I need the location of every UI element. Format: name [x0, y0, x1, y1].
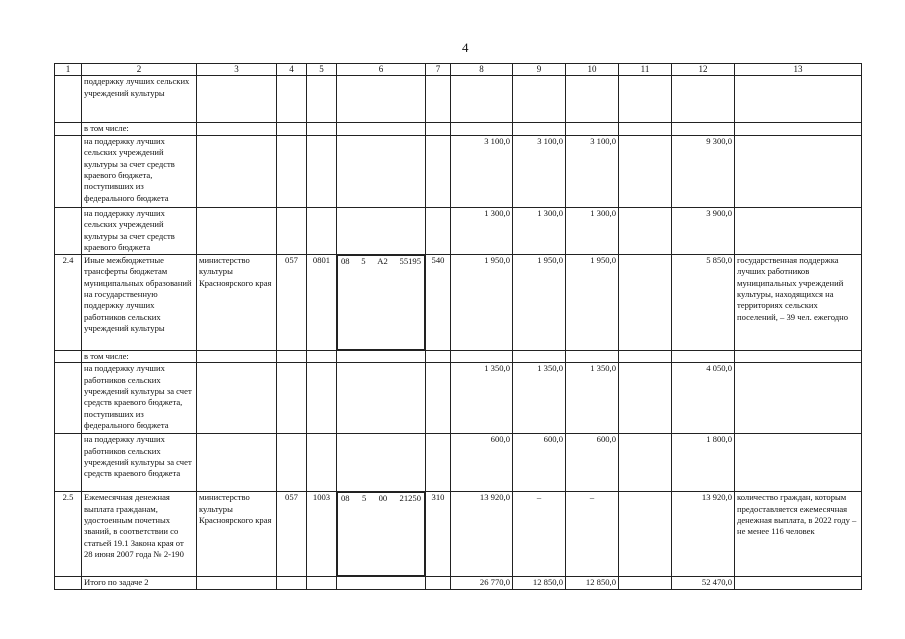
code-target-article — [337, 135, 426, 207]
expected-result — [735, 434, 862, 492]
code-expense-type — [426, 577, 451, 589]
column-number: 5 — [307, 64, 337, 76]
value-2022: 1 350,0 — [451, 363, 513, 434]
code-section — [307, 434, 337, 492]
column-number: 13 — [735, 64, 862, 76]
value-2023: 3 100,0 — [513, 135, 566, 207]
value-2025 — [619, 492, 672, 577]
row-name: Итого по задаче 2 — [82, 577, 197, 589]
expected-result — [735, 135, 862, 207]
column-number: 10 — [566, 64, 619, 76]
expected-result: государственная поддержка лучших работников муниципальных учреждений культуры, находящихся на территориях сельских поселений, – 39 чел. ежегодно — [735, 254, 862, 350]
value-2025 — [619, 363, 672, 434]
row-name: в том числе: — [82, 123, 197, 135]
code-ministry — [277, 363, 307, 434]
value-2023 — [513, 123, 566, 135]
administrator — [197, 123, 277, 135]
value-2025 — [619, 123, 672, 135]
value-2024: 3 100,0 — [566, 135, 619, 207]
value-2022 — [451, 123, 513, 135]
value-total: 13 920,0 — [672, 492, 735, 577]
row-name: Иные межбюджетные трансферты бюджетам муниципальных образований на государственную поддержку лучших работников сельских учреждений культуры — [82, 254, 197, 350]
value-total: 1 800,0 — [672, 434, 735, 492]
column-number: 12 — [672, 64, 735, 76]
value-2024: 1 350,0 — [566, 363, 619, 434]
code-ministry — [277, 123, 307, 135]
table-row — [55, 577, 862, 589]
administrator: министерство культуры Красноярского края — [197, 492, 277, 577]
code-expense-type: 310 — [426, 492, 451, 577]
value-total: 52 470,0 — [672, 577, 735, 589]
page-number: 4 — [462, 40, 469, 55]
code-part: 08 — [341, 255, 350, 266]
column-number: 7 — [426, 64, 451, 76]
value-2025 — [619, 254, 672, 350]
code-ministry: 057 — [277, 254, 307, 350]
code-target-article — [337, 363, 426, 434]
value-2023 — [513, 76, 566, 123]
code-section — [307, 350, 337, 362]
row-name: на поддержку лучших сельских учреждений культуры за счет средств краевого бюджета — [82, 207, 197, 254]
value-2024: 1 300,0 — [566, 207, 619, 254]
budget-table — [54, 63, 862, 590]
value-total: 4 050,0 — [672, 363, 735, 434]
code-section — [307, 577, 337, 589]
code-target-article — [337, 350, 426, 362]
value-2023 — [513, 350, 566, 362]
row-number — [55, 135, 82, 207]
expected-result: количество граждан, которым предоставляется ежемесячная денежная выплата, в 2022 году – не менее 116 человек — [735, 492, 862, 577]
code-part: 5 — [361, 255, 366, 266]
value-2025 — [619, 135, 672, 207]
code-expense-type: 540 — [426, 254, 451, 350]
code-expense-type — [426, 350, 451, 362]
table-row — [55, 492, 862, 577]
row-number — [55, 123, 82, 135]
administrator — [197, 363, 277, 434]
row-name: на поддержку лучших работников сельских учреждений культуры за счет средств краевого бюджета — [82, 434, 197, 492]
value-2022: 13 920,0 — [451, 492, 513, 577]
code-part: 5 — [361, 493, 367, 504]
column-number: 4 — [277, 64, 307, 76]
code-expense-type — [426, 76, 451, 123]
value-2022: 26 770,0 — [451, 577, 513, 589]
code-part: А2 — [377, 255, 388, 266]
value-2024 — [566, 123, 619, 135]
column-number: 11 — [619, 64, 672, 76]
value-2023: 1 950,0 — [513, 254, 566, 350]
value-2025 — [619, 350, 672, 362]
value-2025 — [619, 577, 672, 589]
code-target-article — [337, 207, 426, 254]
code-target-article — [337, 577, 426, 589]
value-2022 — [451, 350, 513, 362]
value-2025 — [619, 76, 672, 123]
row-name: поддержку лучших сельских учреждений культуры — [82, 76, 197, 123]
value-2022 — [451, 76, 513, 123]
value-2022: 3 100,0 — [451, 135, 513, 207]
code-expense-type — [426, 207, 451, 254]
code-expense-type — [426, 434, 451, 492]
code-ministry — [277, 434, 307, 492]
value-2022: 1 300,0 — [451, 207, 513, 254]
row-number — [55, 76, 82, 123]
code-section — [307, 207, 337, 254]
code-expense-type — [426, 135, 451, 207]
row-number — [55, 207, 82, 254]
code-ministry — [277, 350, 307, 362]
expected-result — [735, 123, 862, 135]
code-ministry — [277, 135, 307, 207]
administrator: министерство культуры Красноярского края — [197, 254, 277, 350]
code-expense-type — [426, 363, 451, 434]
row-number: 2.5 — [55, 492, 82, 577]
table-row — [55, 254, 862, 350]
code-ministry: 057 — [277, 492, 307, 577]
code-section — [307, 123, 337, 135]
value-total — [672, 76, 735, 123]
table-row — [55, 434, 862, 492]
value-total — [672, 123, 735, 135]
value-2022: 600,0 — [451, 434, 513, 492]
value-total — [672, 350, 735, 362]
code-section: 0801 — [307, 254, 337, 350]
administrator — [197, 76, 277, 123]
expected-result — [735, 577, 862, 589]
row-number — [55, 434, 82, 492]
value-total: 5 850,0 — [672, 254, 735, 350]
value-2024: – — [566, 492, 619, 577]
code-ministry — [277, 76, 307, 123]
code-part: 55195 — [399, 255, 421, 266]
row-name: в том числе: — [82, 350, 197, 362]
code-target-article — [337, 255, 425, 350]
expected-result — [735, 350, 862, 362]
value-2025 — [619, 207, 672, 254]
row-name: на поддержку лучших работников сельских учреждений культуры за счет средств краевого бюджета, поступивших из федерального бюджета — [82, 363, 197, 434]
value-total: 9 300,0 — [672, 135, 735, 207]
value-2022: 1 950,0 — [451, 254, 513, 350]
expected-result — [735, 207, 862, 254]
administrator — [197, 135, 277, 207]
value-2023: 600,0 — [513, 434, 566, 492]
column-number: 8 — [451, 64, 513, 76]
code-part: 00 — [378, 493, 388, 504]
row-number: 2.4 — [55, 254, 82, 350]
expected-result — [735, 76, 862, 123]
value-2024: 1 950,0 — [566, 254, 619, 350]
code-target-article — [337, 434, 426, 492]
administrator — [197, 434, 277, 492]
value-2023: 1 350,0 — [513, 363, 566, 434]
column-number: 2 — [82, 64, 197, 76]
value-2025 — [619, 434, 672, 492]
expected-result — [735, 363, 862, 434]
column-number: 3 — [197, 64, 277, 76]
administrator — [197, 577, 277, 589]
column-number: 1 — [55, 64, 82, 76]
code-section: 1003 — [307, 492, 337, 577]
row-name: на поддержку лучших сельских учреждений культуры за счет средств краевого бюджета, поступивших из федерального бюджета — [82, 135, 197, 207]
code-ministry — [277, 207, 307, 254]
code-target-article — [337, 123, 426, 135]
value-2024 — [566, 350, 619, 362]
administrator — [197, 207, 277, 254]
administrator — [197, 350, 277, 362]
code-section — [307, 363, 337, 434]
column-number: 6 — [337, 64, 426, 76]
value-2023: 1 300,0 — [513, 207, 566, 254]
row-number — [55, 363, 82, 434]
row-name: Ежемесячная денежная выплата гражданам, удостоенным почетных званий, в соответствии со статьей 19.1 Закона края от 28 июня 2007 года № 2-190 — [82, 492, 197, 577]
code-part: 21250 — [399, 493, 421, 504]
code-section — [307, 135, 337, 207]
code-ministry — [277, 577, 307, 589]
table-row — [55, 123, 862, 135]
column-number: 9 — [513, 64, 566, 76]
code-target-article — [337, 492, 425, 576]
code-expense-type — [426, 123, 451, 135]
value-2023: 12 850,0 — [513, 577, 566, 589]
code-part: 08 — [341, 493, 350, 504]
value-2023: – — [513, 492, 566, 577]
code-section — [307, 76, 337, 123]
table-row — [55, 350, 862, 362]
row-number — [55, 350, 82, 362]
table-row — [55, 207, 862, 254]
value-2024 — [566, 76, 619, 123]
row-number — [55, 577, 82, 589]
value-2024: 12 850,0 — [566, 577, 619, 589]
table-row — [55, 76, 862, 123]
value-total: 3 900,0 — [672, 207, 735, 254]
value-2024: 600,0 — [566, 434, 619, 492]
column-number-row — [55, 64, 862, 76]
code-target-article — [337, 76, 426, 123]
table-row — [55, 363, 862, 434]
table-row — [55, 135, 862, 207]
